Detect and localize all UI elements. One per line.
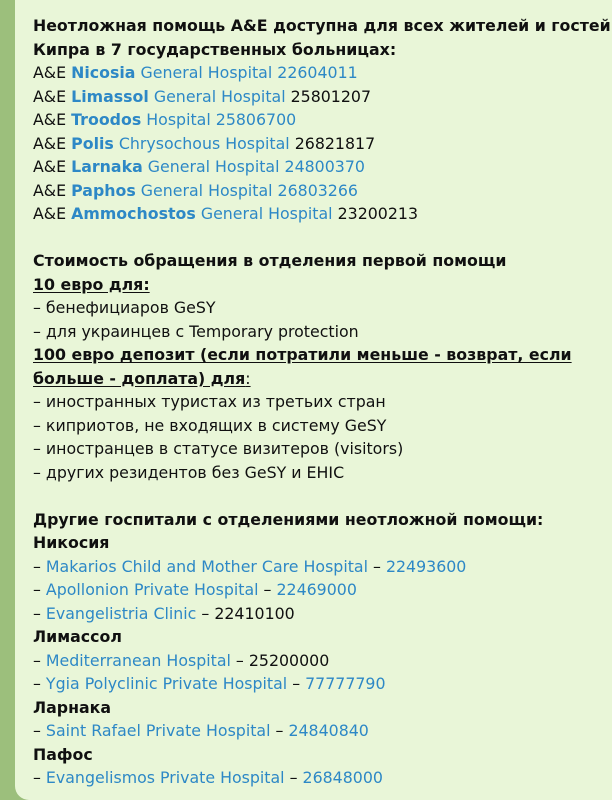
other-hospital-row <box>33 672 604 696</box>
other-hospital-row <box>33 766 604 790</box>
separator: – <box>258 580 277 599</box>
other-hospital-list <box>33 531 604 790</box>
hospital-link[interactable] <box>71 134 290 153</box>
hospital-name-rest[interactable]: General Hospital <box>148 86 286 106</box>
dash: – <box>33 650 46 670</box>
cost-ten-heading: 10 евро для: <box>33 274 150 294</box>
public-hospital-row <box>33 85 604 109</box>
other-hospital-row <box>33 578 604 602</box>
hospital-name-rest[interactable]: Chrysochous Hospital <box>113 133 290 153</box>
separator: – <box>270 721 289 740</box>
hospital-phone: 26821817 <box>294 133 376 153</box>
separator: – <box>287 674 306 693</box>
hospital-link[interactable]: Evangelistria Clinic <box>45 603 197 623</box>
hospital-phone[interactable]: 24800370 <box>284 157 365 176</box>
hospital-link[interactable]: Makarios Child and Mother Care Hospital <box>45 556 368 576</box>
hospital-phone: 23200213 <box>337 204 418 223</box>
city-heading: Ларнака <box>33 697 112 717</box>
intro-line-1: Неотложная помощь A&E доступна для всех жителей и гостей <box>33 16 611 35</box>
cost-hundred-heading-2 <box>33 367 604 391</box>
separator: – <box>196 603 215 623</box>
ae-prefix: A&E <box>33 133 72 153</box>
hospital-phone[interactable]: 22493600 <box>385 556 467 576</box>
public-hospital-row <box>33 155 604 179</box>
cost-hundred-item: – иностранцев в статусе визитеров (visitors) <box>33 439 404 458</box>
hospital-link[interactable]: Ygia Polyclinic Private Hospital <box>45 674 288 693</box>
other-hospital-row <box>33 719 604 743</box>
hospital-name-rest[interactable]: General Hospital <box>135 180 273 200</box>
hospital-name-rest[interactable]: General Hospital <box>142 157 280 176</box>
separator: – <box>367 556 386 576</box>
ae-prefix: A&E <box>33 157 72 176</box>
ae-prefix: A&E <box>33 86 72 106</box>
hospital-city[interactable]: Larnaka <box>71 157 143 176</box>
hospital-phone: 22410100 <box>214 603 295 623</box>
hospital-city[interactable]: Polis <box>71 133 114 153</box>
separator: – <box>230 650 249 670</box>
message-bubble <box>15 0 612 800</box>
hospital-city[interactable]: Nicosia <box>71 63 136 82</box>
hospital-phone[interactable]: 26803266 <box>277 180 358 200</box>
cost-hundred-heading-1: 100 евро депозит (если потратили меньше - возврат, если <box>33 345 572 364</box>
ae-prefix: A&E <box>33 180 72 200</box>
hospital-city[interactable]: Limassol <box>71 86 149 106</box>
hospital-name-rest[interactable]: Hospital <box>141 110 211 129</box>
city-heading: Пафос <box>33 744 93 764</box>
public-hospital-list <box>33 61 604 226</box>
cost-hundred-heading-2-tail: : <box>245 368 251 388</box>
hospital-city[interactable]: Troodos <box>71 110 142 129</box>
other-hospital-row <box>33 649 604 673</box>
dash: – <box>33 556 46 576</box>
hospital-city[interactable]: Paphos <box>71 180 136 200</box>
spacer <box>33 226 604 250</box>
cost-hundred-item: – киприотов, не входящих в систему GeSY <box>33 415 387 435</box>
other-hospital-row <box>33 555 604 579</box>
hospital-phone[interactable]: 77777790 <box>305 674 386 693</box>
city-heading: Никосия <box>33 533 110 552</box>
public-hospital-row <box>33 132 604 156</box>
dash: – <box>33 768 46 787</box>
hospital-phone[interactable]: 25806700 <box>215 110 297 129</box>
ae-prefix: A&E <box>33 63 72 82</box>
dash: – <box>33 674 46 693</box>
hospital-phone: 25801207 <box>290 86 372 106</box>
hospital-phone: 25200000 <box>248 650 330 670</box>
cost-hundred-item: – других резидентов без GeSY и EHIC <box>33 462 345 482</box>
hospital-link[interactable] <box>71 181 272 200</box>
cost-hundred-list <box>33 390 604 484</box>
public-hospital-row <box>33 179 604 203</box>
separator: – <box>284 768 303 787</box>
public-hospital-row <box>33 61 604 85</box>
public-hospital-row <box>33 202 604 226</box>
ae-prefix: A&E <box>33 204 72 223</box>
hospital-link[interactable]: Apollonion Private Hospital <box>45 580 259 599</box>
hospital-link[interactable]: Mediterranean Hospital <box>45 650 231 670</box>
hospital-phone[interactable]: 22604011 <box>277 63 358 82</box>
hospital-link[interactable] <box>71 204 332 223</box>
hospital-link[interactable] <box>71 157 279 176</box>
hospital-phone[interactable]: 24840840 <box>288 721 369 740</box>
hospital-name-rest[interactable]: General Hospital <box>135 63 273 82</box>
hospital-name-rest[interactable]: General Hospital <box>195 204 333 223</box>
spacer <box>33 484 604 508</box>
dash: – <box>33 721 46 740</box>
other-title: Другие госпитали с отделениями неотложной помощи: <box>33 509 544 529</box>
hospital-phone[interactable]: 26848000 <box>302 768 383 787</box>
cost-title: Стоимость обращения в отделения первой помощи <box>33 251 507 270</box>
cost-hundred-item: – иностранных туристах из третьих стран <box>33 392 386 411</box>
dash: – <box>33 580 46 599</box>
hospital-link[interactable] <box>71 110 211 129</box>
hospital-link[interactable]: Saint Rafael Private Hospital <box>45 721 271 740</box>
hospital-city[interactable]: Ammochostos <box>71 204 196 223</box>
cost-ten-item: – для украинцев с Temporary protection <box>33 321 359 341</box>
intro-line-2: Кипра в 7 государственных больницах: <box>33 39 397 59</box>
hospital-link[interactable]: Evangelismos Private Hospital <box>45 768 285 787</box>
hospital-phone[interactable]: 22469000 <box>276 580 357 599</box>
cost-hundred-heading-2-bold: больше - доплата) для <box>33 368 246 388</box>
public-hospital-row <box>33 108 604 132</box>
dash: – <box>33 603 46 623</box>
ae-prefix: A&E <box>33 110 72 129</box>
hospital-link[interactable] <box>71 87 285 106</box>
city-heading: Лимассол <box>33 627 122 646</box>
cost-ten-list <box>33 296 604 343</box>
other-hospital-row <box>33 602 604 626</box>
cost-ten-item: – бенефициаров GeSY <box>33 298 216 317</box>
hospital-link[interactable] <box>71 63 272 82</box>
